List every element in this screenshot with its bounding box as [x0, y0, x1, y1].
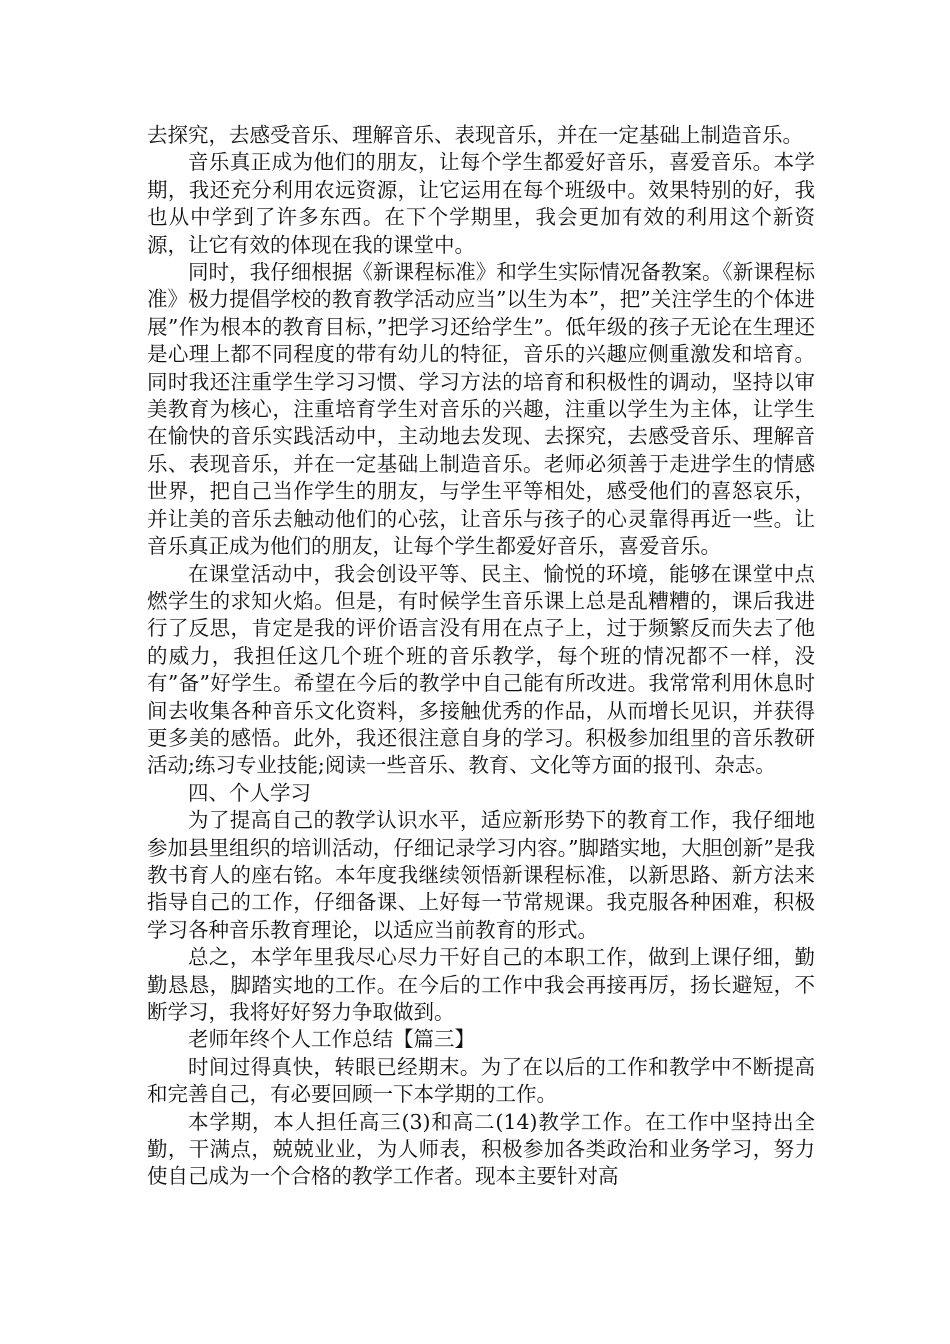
- section-heading-part-three: 老师年终个人工作总结【篇三】: [188, 1027, 475, 1052]
- paragraph-music-friend: 音乐真正成为他们的朋友，让每个学生都爱好音乐，喜爱音乐。本学期，我还充分利用农远资源，让它运用在每个班级中。效果特别的好，我也从中学到了许多东西。在下个学期里，我会更加有效的利用这个新资源，让它有效的体现在我的课堂中。: [147, 150, 815, 257]
- paragraph-classroom-activity: 在课堂活动中，我会创设平等、民主、愉悦的环境，能够在课堂中点燃学生的求知火焰。但是，有时候学生音乐课上总是乱糟糟的，课后我进行了反思，肯定是我的评价语言没有用在点子上，过于频繁反而失去了他的威力，我担任这几个班个班的音乐教学，每个班的情况都不一样，没有”备”好学生。希望在今后的教学中自己能有所改进。我常常利用休息时间去收集各种音乐文化资料，多接触优秀的作品，从而增长见识，并获得更多美的感悟。此外，我还很注意自身的学习。积极参加组里的音乐教研活动;练习专业技能;阅读一些音乐、教育、文化等方面的报刊、杂志。: [147, 561, 815, 778]
- section-heading-personal-study: 四、个人学习: [188, 780, 311, 805]
- paragraph-personal-study: 为了提高自己的教学认识水平，适应新形势下的教育工作，我仔细地参加县里组织的培训活动，仔细记录学习内容。”脚踏实地，大胆创新”是我教书育人的座右铭。本年度我继续领悟新课程标准，以新思路、新方法来指导自己的工作，仔细备课、上好每一节常规课。我克服各种困难，积极学习各种音乐教育理论，以适应当前教育的形式。: [147, 808, 815, 942]
- paragraph-curriculum-standard: 同时，我仔细根据《新课程标准》和学生实际情况备教案。《新课程标准》极力提倡学校的教育教学活动应当”以生为本”，把”关注学生的个体进展”作为根本的教育目标，”把学习还给学生”。低年级的孩子无论在生理还是心理上都不同程度的带有幼儿的特征，音乐的兴趣应侧重激发和培育。同时我还注重学生学习习惯、学习方法的培育和积极性的调动，坚持以审美教育为核心，注重培育学生对音乐的兴趣，注重以学生为主体，让学生在愉快的音乐实践活动中，主动地去发现、去探究，去感受音乐、理解音乐、表现音乐，并在一定基础上制造音乐。老师必须善于走进学生的情感世界，把自己当作学生的朋友，与学生平等相处，感受他们的喜怒哀乐，并让美的音乐去触动他们的心弦，让音乐与孩子的心灵靠得再近一些。让音乐真正成为他们的朋友，让每个学生都爱好音乐，喜爱音乐。: [147, 260, 815, 559]
- document-page: [147, 122, 815, 1191]
- paragraph-this-semester: 本学期，本人担任高三(3)和高二(14)教学工作。在工作中坚持出全勤，干满点，兢兢业业，为人师表，积极参加各类政治和业务学习，努力使自己成为一个合格的教学工作者。现本主要针对高: [147, 1109, 815, 1189]
- paragraph-time-flies: 时间过得真快，转眼已经期末。为了在以后的工作和教学中不断提高和完善自己，有必要回顾一下本学期的工作。: [147, 1054, 815, 1107]
- paragraph-continuation: 去探究，去感受音乐、理解音乐、表现音乐，并在一定基础上制造音乐。: [147, 123, 803, 147]
- paragraph-summary: 总之，本学年里我尽心尽力干好自己的本职工作，做到上课仔细，勤勤恳恳，脚踏实地的工作。在今后的工作中我会再接再厉，扬长避短，不断学习，我将好好努力争取做到。: [147, 945, 815, 1024]
